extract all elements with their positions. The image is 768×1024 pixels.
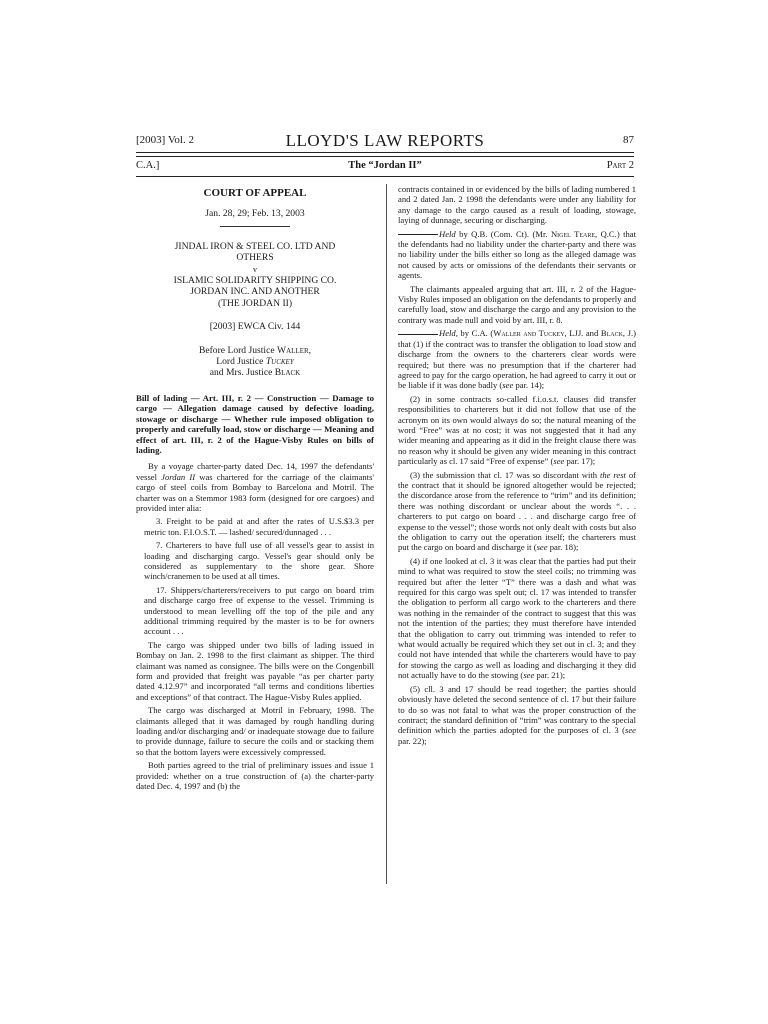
case-short-title: The “Jordan II” — [348, 160, 422, 171]
clause-3: 3. Freight to be paid at and after the rates of U.S.$3.3 per metric ton. F.I.O.S.T. — lashed/ secured/dunnaged . . . — [144, 516, 374, 537]
short-rule — [220, 226, 290, 227]
facts-paragraph: By a voyage charter-party dated Dec. 14, 1997 the defendants' vessel Jordan II was chartered for the carriage of the claimants' cargo of steel coils from Bombay to Barcelona and Motril. The charter was on a Stemmor 1983 form (designed for ore cargoes) and provided inter alia: — [136, 461, 374, 513]
report-page — [136, 128, 637, 898]
neutral-citation: [2003] EWCA Civ. 144 — [209, 321, 301, 333]
appeal-paragraph: The claimants appealed arguing that art. III, r. 2 of the Hague-Visby Rules imposed an obligation on the defendants to properly and carefully load, stow and discharge the cargo and any provision to the contrary was made null and void by art. III, r. 8. — [398, 283, 636, 325]
sub-head — [136, 160, 634, 176]
holding-4: (4) if one looked at cl. 3 it was clear that the parties had put their mind to what was required to stow the steel coils; no trimming was required but after the letter “T” there was a dash and what was required for this cargo was spelt out; cl. 17 was intended to transfer the obligation to perform all cargo work to the charterers and there was nothing in the remainder of the contract to suggest that this was not the intention of the parties; they must therefore have intended that the obligation to carry out trimming was intended to refer to what would actually be required which they set out in cl. 3; and they could not have intended that while the charterers would have to pay for stowing the cargo as well as loading and discharging it they did not actually have to do the stowing (see par. 21); — [398, 555, 636, 681]
left-column — [136, 184, 374, 795]
held-first-instance: Held by Q.B. (Com. Ct). (Mr. Nigel Teare, Q.C.) that the defendants had no liability under the charter-party and there was no liability under the bills either so long as the alleged damage was not caused by acts or omissions of the defendants their servants or agents. — [398, 228, 636, 281]
holding-2: (2) in some contracts so-called f.i.o.s.t. clauses did transfer responsibilities to charterers but it did not follow that use of the acronym on its own would always do so; the natural meaning of the word “Free” was at no cost; it was not suggested that it had any wider meaning and appearing as it did in the freight clause there was no reason why it should be given any wider meaning in this contract particularly as cl. 17 said “Free of expense” (see par. 17); — [398, 393, 636, 467]
clause-7: 7. Charterers to have full use of all vessel's gear to assist in loading and discharging cargo. Vessel's gear should only be considered as supplementary to the shore gear. Shore winch/cranemen to be used at all times. — [144, 540, 374, 582]
holding-5: (5) cll. 3 and 17 should be read together; the parties should obviously have deleted the second sentence of cl. 17 but their failure to do so was not fatal to what was the proper construction of the contract; the standard definition of “trim” was contrary to the special definition which the parties adopted for the purposes of cl. 3 (see par. 22); — [398, 683, 636, 746]
held-appeal: Held, by C.A. (Waller and Tuckey, LJJ. and Black, J.) that (1) if the contract was to transfer the obligation to load stow and discharge from the owners to the charterers clear words were required; but there was no presumption that if the charterer had agreed to pay for the cargo operation, he had agreed to carry it out or be liable if it was done badly (see par. 14); — [398, 328, 636, 391]
party-claimant: JINDAL IRON & STEEL CO. LTD AND OTHERS v ISLAMIC SOLIDARITY SHIPPING CO. JORDAN INC. AND ANOTHER (THE JORDAN II) — [136, 241, 374, 309]
bench: Before Lord Justice Waller, Lord Justice Tuckey and Mrs. Justice Black — [198, 344, 312, 379]
issue-continued: contracts contained in or evidenced by the bills of lading numbered 1 and 2 dated Jan. 2 1998 the defendants were under any liability for any damage to the cargo caused as a result of loading, stowage, laying of dunnage, securing or discharging. — [398, 184, 636, 226]
court-abbrev: C.A.] — [136, 160, 160, 171]
clause-17: 17. Shippers/charterers/receivers to put cargo on board trim and discharge cargo free of expense to the vessel. Trimming is understood to mean levelling off the top of the pile and any additional trimming required by the master is to be for owners account . . . — [144, 584, 374, 637]
right-column — [398, 184, 636, 749]
page-number: 87 — [623, 134, 634, 146]
hearing-dates: Jan. 28, 29; Feb. 13, 2003 — [205, 208, 305, 220]
damage-paragraph: The cargo was discharged at Motril in February, 1998. The claimants alleged that it was damaged by rough handling during loading and/or discharging and/ or inadequate stowage due to failure to provide dunnage, failure to secure the coils and or stacking them so that the bottom layers were excessively compressed. — [136, 705, 374, 757]
court-title: COURT OF APPEAL — [203, 187, 307, 199]
column-divider — [386, 184, 387, 884]
versus: v — [253, 264, 257, 274]
running-head — [136, 131, 634, 154]
publication-title: LLOYD'S LAW REPORTS — [285, 131, 485, 150]
issues-paragraph: Both parties agreed to the trial of preliminary issues and issue 1 provided: whether on a true construction of (a) the charter-party dated Dec. 4, 1997 and (b) the — [136, 760, 374, 792]
volume-label: [2003] Vol. 2 — [136, 134, 194, 146]
header-double-rule — [136, 152, 634, 157]
bills-paragraph: The cargo was shipped under two bills of lading issued in Bombay on Jan. 2. 1998 to the first claimant as shipper. The third claimant was named as consignee. The bills were on the Congenbill form and provided that freight was payable “as per charter party dated 4.12.97” and incorporated “all terms and conditions liberties and exceptions” of that contract. The Hague-Visby Rules applied. — [136, 639, 374, 702]
catchwords: Bill of lading — Art. III, r. 2 — Construction — Damage to cargo — Allegation damage caused by defective loading, stowage or discharge — Whether rule imposed obligation to properly and carefully load, stow or discharge — Meaning and effect of art. III, r. 2 of the Hague-Visby Rules on bills of lading. — [136, 392, 374, 455]
part-label: Part 2 — [606, 160, 634, 171]
header-rule — [136, 176, 634, 177]
holding-3: (3) the submission that cl. 17 was so discordant with the rest of the contract that it should be ignored altogether would be rejected; the discordance arose from the reference to “trim” and its definition; there was nothing discordant or unclear about the words “. . . charterers to put cargo on board . . . and discharge cargo free of expense to the vessel”; those words not only dealt with costs but also the obligation to carry out the operation itself; the charterers must put the cargo on board and discharge it (see par. 18); — [398, 469, 637, 553]
